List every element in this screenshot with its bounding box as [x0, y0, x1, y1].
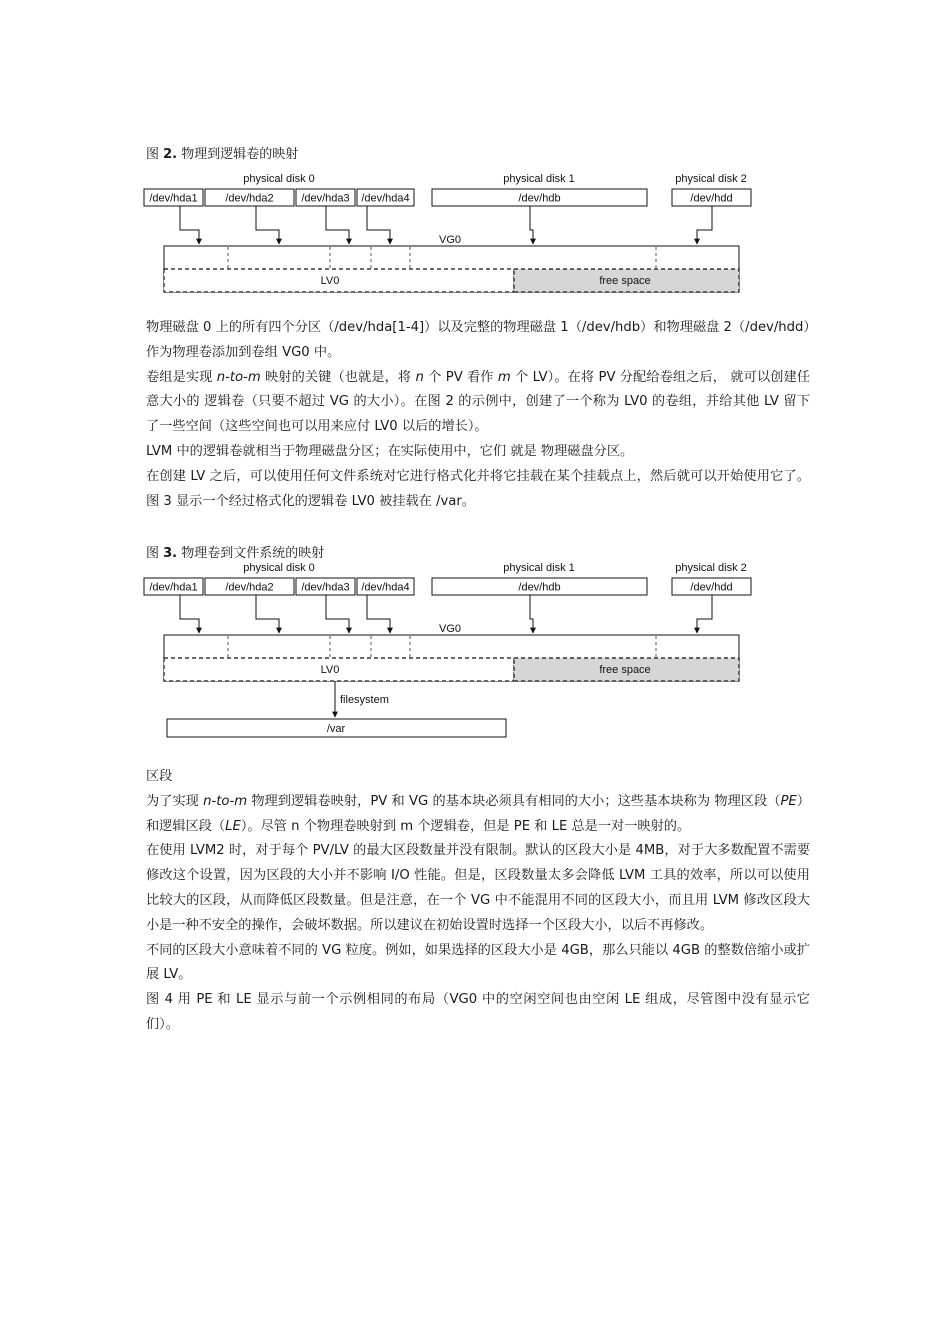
vg0-label: VG0 — [438, 234, 462, 246]
caption-title: 物理到逻辑卷的映射 — [177, 147, 299, 162]
paragraph: 卷组是实现 n-to-m 映射的关键（也就是，将 n 个 PV 看作 m 个 LV）。在将 PV 分配给卷组之后， 就可以创建任意大小的 逻辑卷（只要不超过 VG 的大小）。在图 2 的示例中，创建了一个称为 LV0 的卷组，并给其他 LV 留下了一些空间（这些空间也可以用来应付 LV0 以后的增长）。 — [146, 369, 811, 435]
lv0-label: LV0 — [320, 664, 340, 676]
paragraph: LVM 中的逻辑卷就相当于物理磁盘分区；在实际使用中，它们 就是 物理磁盘分区。 — [146, 443, 634, 459]
disk1-label: physical disk 1 — [503, 562, 575, 574]
hda2-label: /dev/hda2 — [225, 192, 274, 205]
hdb-label: /dev/hdb — [518, 581, 561, 594]
disk0-label: physical disk 0 — [243, 173, 315, 185]
disk2-label: physical disk 2 — [675, 173, 747, 185]
lv0-label: LV0 — [320, 275, 340, 287]
paragraph: 图 4 用 PE 和 LE 显示与前一个示例相同的布局（VG0 中的空闲空间也由空闲 LE 组成，尽管图中没有显示它们）。 — [146, 992, 810, 1032]
vg0-label: VG0 — [438, 623, 462, 635]
paragraph: 在使用 LVM2 时，对于每个 PV/LV 的最大区段数量并没有限制。默认的区段大小是 4MB，对于大多数配置不需要修改这个设置，因为区段的大小并不影响 I/O 性能。但是，区段数量太多会降低 LVM 工具的效率，所以可以使用比较大的区段，从而降低区段数量。但是注意，在一个 VG 中不能混用不同的区段大小，而且用 LVM 修改区段大小是一种不安全的操作，会破坏数据。所以建议在初始设置时选择一个区段大小，以后不再修改。 — [146, 843, 810, 933]
filesystem-label: filesystem — [340, 694, 389, 706]
figure-3-diagram — [0, 557, 950, 742]
caption-number: 2. — [163, 147, 178, 162]
paragraph: 物理磁盘 0 上的所有四个分区（/dev/hda[1-4]）以及完整的物理磁盘 1（/dev/hdb）和物理磁盘 2（/dev/hdd）作为物理卷添加到卷组 VG0 中。 — [146, 320, 810, 360]
figure-2-diagram — [0, 168, 950, 298]
hda1-label: /dev/hda1 — [149, 581, 198, 594]
paragraph: 在创建 LV 之后，可以使用任何文件系统对它进行格式化并将它挂载在某个挂载点上，然后就可以开始使用它了。图 3 显示一个经过格式化的逻辑卷 LV0 被挂载在 /var。 — [146, 468, 810, 509]
body-text-2 — [146, 765, 810, 1038]
paragraph: 为了实现 n-to-m 物理到逻辑卷映射，PV 和 VG 的基本块必须具有相同的大小；这些基本块称为 物理区段（PE）和逻辑区段（LE）。尽管 n 个物理卷映射到 m 个逻辑卷，但是 PE 和 LE 总是一对一映射的。 — [146, 793, 811, 834]
free-space-label: free space — [599, 275, 651, 287]
body-text-1 — [146, 316, 810, 514]
hda4-label: /dev/hda4 — [361, 192, 410, 205]
free-space-label: free space — [599, 664, 651, 676]
disk0-label: physical disk 0 — [243, 562, 315, 574]
hda4-label: /dev/hda4 — [361, 581, 410, 594]
hdb-label: /dev/hdb — [518, 192, 561, 205]
disk2-label: physical disk 2 — [675, 562, 747, 574]
hda1-label: /dev/hda1 — [149, 192, 198, 205]
disk1-label: physical disk 1 — [503, 173, 575, 185]
hdd-label: /dev/hdd — [690, 192, 733, 205]
caption-number: 3. — [163, 546, 178, 561]
caption-prefix: 图 — [146, 147, 164, 162]
hda3-label: /dev/hda3 — [301, 192, 350, 205]
figure-2-caption — [146, 146, 298, 164]
hda3-label: /dev/hda3 — [301, 581, 350, 594]
caption-prefix: 图 — [146, 546, 164, 561]
paragraph: 不同的区段大小意味着不同的 VG 粒度。例如，如果选择的区段大小是 4GB，那么只能以 4GB 的整数倍缩小或扩展 LV。 — [146, 942, 810, 983]
hda2-label: /dev/hda2 — [225, 581, 274, 594]
caption-title: 物理卷到文件系统的映射 — [177, 546, 325, 561]
hdd-label: /dev/hdd — [690, 581, 733, 594]
var-label: /var — [326, 723, 346, 735]
section-heading: 区段 — [146, 769, 173, 784]
